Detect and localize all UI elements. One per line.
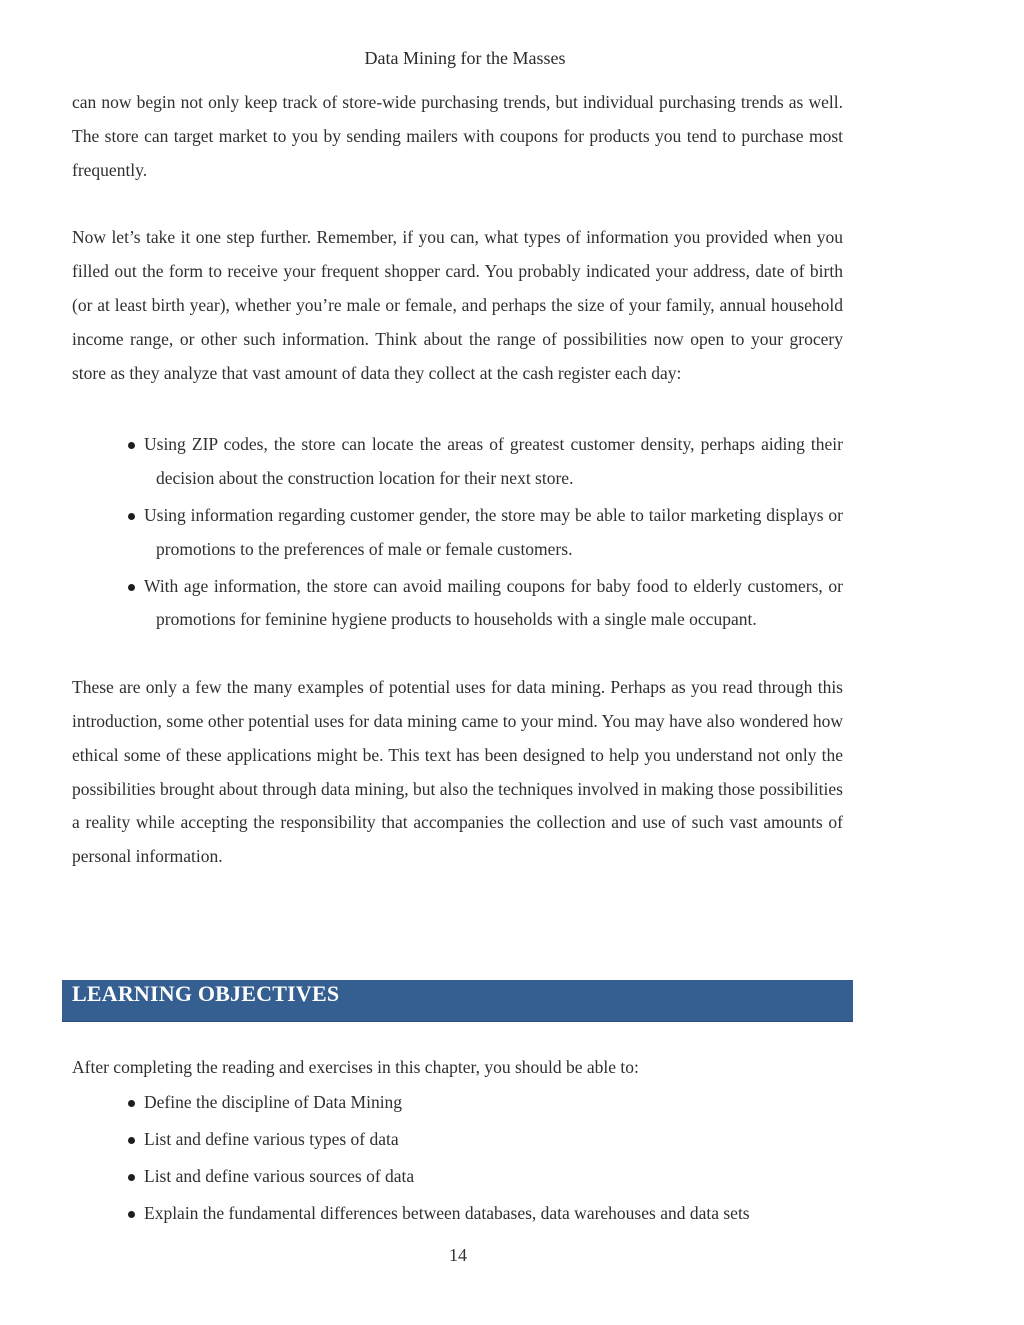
list-item [144,570,843,638]
bullet-icon [128,1100,135,1107]
bullet-icon [128,1137,135,1144]
page-number: 14 [449,1245,467,1265]
list-item-text: With age information, the store can avoid mailing coupons for baby food to elderly customers, or promotions for feminine hygiene products to households with a single male occupant. [144,575,843,630]
list-item-text: List and define various sources of data [144,1166,415,1186]
list-item [144,1158,843,1195]
learning-objectives [72,1050,843,1232]
running-header: Data Mining for the Masses [364,48,566,68]
list-item-text: Define the discipline of Data Mining [144,1092,403,1112]
objectives-intro: After completing the reading and exercises in this chapter, you should be able to: [72,1057,639,1077]
bullet-icon [128,513,135,520]
list-item-text: List and define various types of data [144,1129,399,1149]
list-item-text: Using information regarding customer gender, the store may be able to tailor marketing displays or promotions to the preferences of male or female customers. [144,504,843,559]
list-item [144,428,843,496]
list-item-text: Explain the fundamental differences between databases, data warehouses and data sets [144,1203,750,1223]
bullet-icon [128,584,135,591]
section-heading-bar [62,980,853,1022]
paragraph-3: These are only a few the many examples of potential uses for data mining. Perhaps as you read through this introduction, some other potential uses for data mining came to your mind. You may have also wondered how ethical some of these applications might be. This text has been designed to help you understand not only the possibilities brought about through data mining, but also the techniques involved in making those possibilities a reality while accepting the responsibility that accompanies the collection and use of such vast amounts of personal information. [72,677,843,867]
list-item [144,499,843,567]
bullet-icon [128,1211,135,1218]
section-heading: LEARNING OBJECTIVES [72,981,340,1006]
paragraph-1: can now begin not only keep track of store-wide purchasing trends, but individual purchasing trends as well. The store can target market to you by sending mailers with coupons for products you tend to purchase most frequently. [72,92,843,180]
list-item [144,1121,843,1158]
objectives-list [72,1084,843,1232]
paragraph-2: Now let’s take it one step further. Remember, if you can, what types of information you provided when you filled out the form to receive your frequent shopper card. You probably indicated your address, date of birth (or at least birth year), whether you’re male or female, and perhaps the size of your family, annual household income range, or other such information. Think about the range of possibilities now open to your grocery store as they analyze that vast amount of data they collect at the cash register each day: [72,227,843,383]
bullet-icon [128,1174,135,1181]
main-content [72,86,843,874]
examples-list [72,428,843,637]
list-item [144,1195,843,1232]
list-item-text: Using ZIP codes, the store can locate the areas of greatest customer density, perhaps aiding their decision about the construction location for their next store. [144,434,843,489]
bullet-icon [128,442,135,449]
list-item [144,1084,843,1121]
